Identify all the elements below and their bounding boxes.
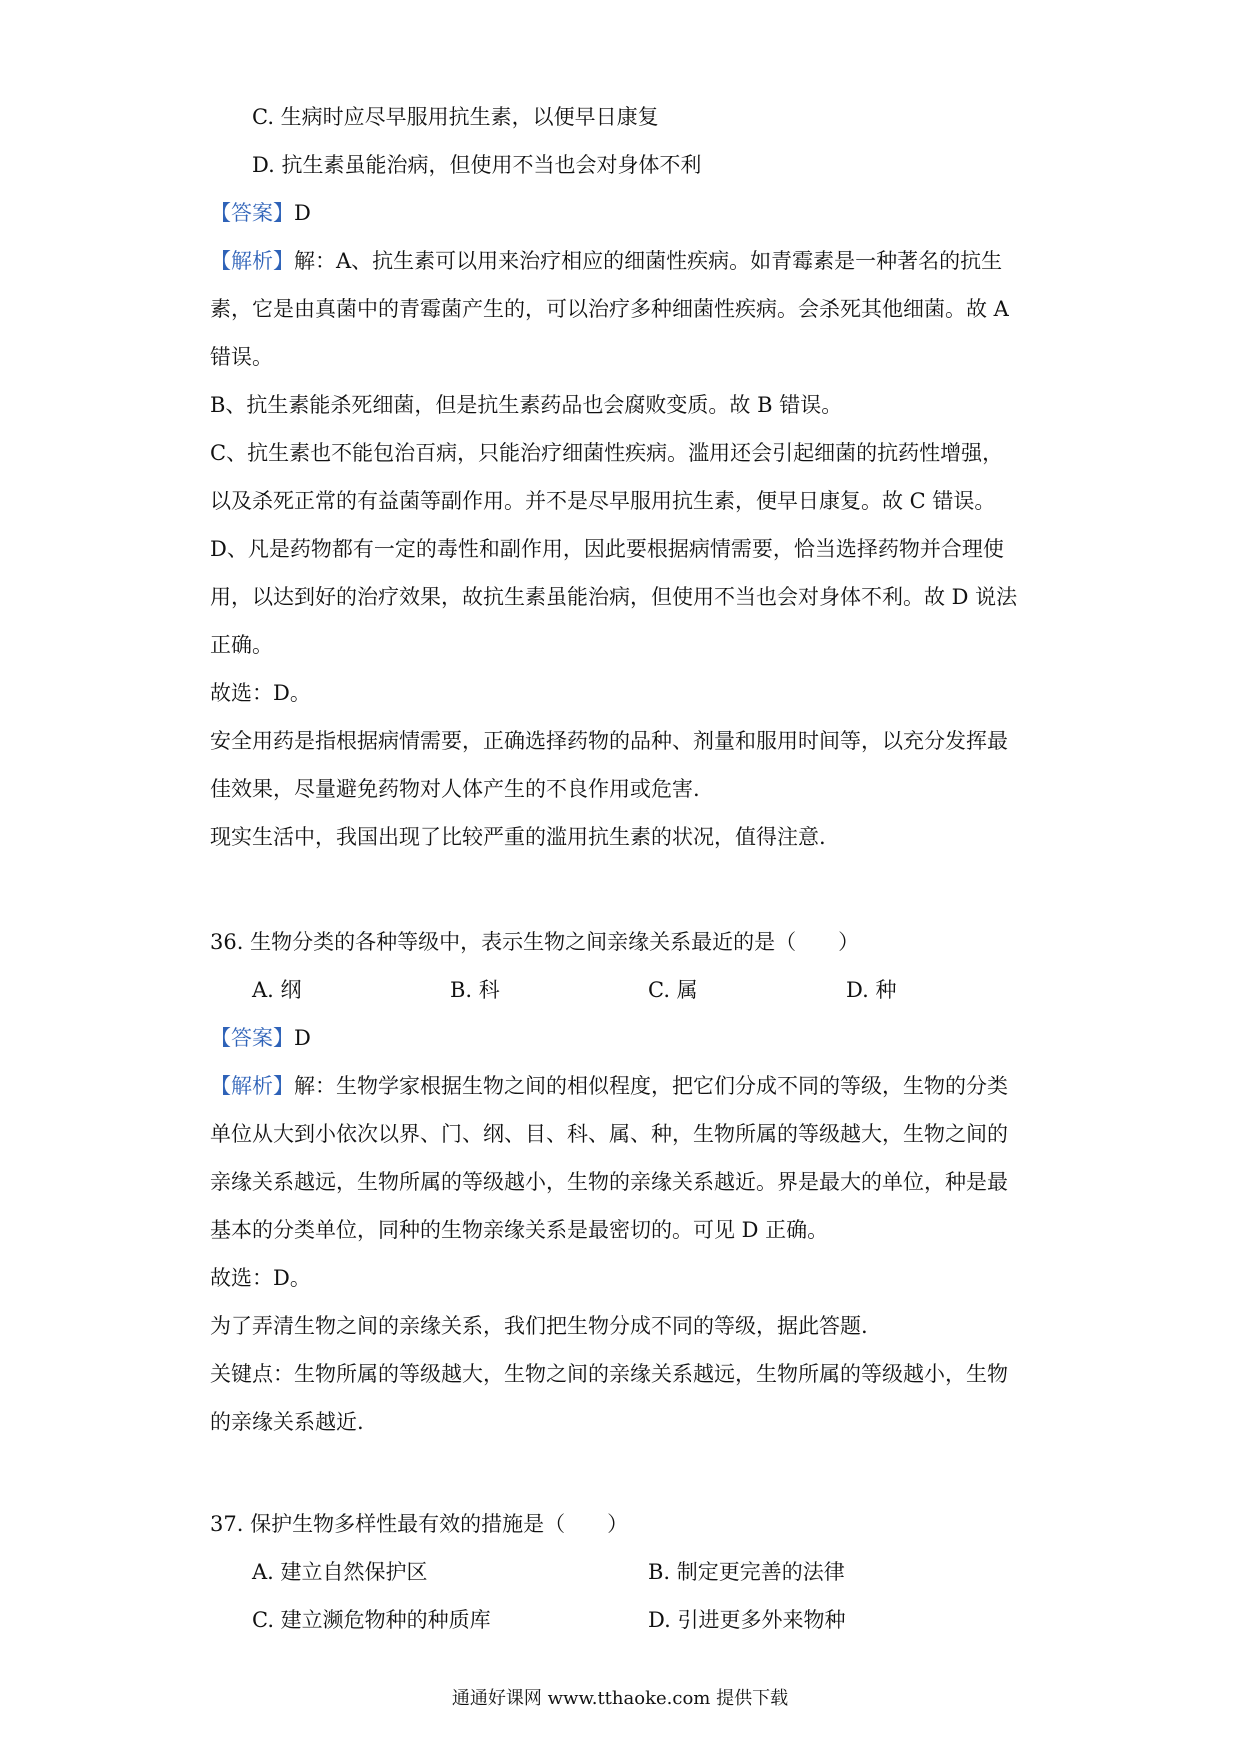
- q35-analysis-line: 以及杀死正常的有益菌等副作用。并不是尽早服用抗生素，便早日康复。故 C 错误。: [210, 489, 996, 513]
- analysis-tag: 【解析】: [210, 1074, 294, 1098]
- answer-value: D: [294, 201, 311, 225]
- q35-analysis-line: 正确。: [210, 633, 273, 657]
- q36-analysis-line: 的亲缘关系越近.: [210, 1410, 364, 1434]
- q36-option-d: D. 种: [846, 978, 897, 1002]
- answer-tag: 【答案】: [210, 201, 294, 225]
- q37-option-c: C. 建立濒危物种的种质库: [252, 1608, 491, 1632]
- q36-stem: 36. 生物分类的各种等级中，表示生物之间亲缘关系最近的是（ ）: [210, 930, 860, 954]
- q35-analysis-line: 佳效果，尽量避免药物对人体产生的不良作用或危害.: [210, 777, 700, 801]
- q35-analysis-line: 现实生活中，我国出现了比较严重的滥用抗生素的状况，值得注意.: [210, 825, 826, 849]
- q35-analysis-line: [210, 247, 1002, 275]
- q36-analysis-line: 关键点：生物所属的等级越大，生物之间的亲缘关系越远，生物所属的等级越小，生物: [210, 1362, 1008, 1386]
- q36-analysis-line: 为了弄清生物之间的亲缘关系，我们把生物分成不同的等级，据此答题.: [210, 1314, 868, 1338]
- q36-option-b: B. 科: [450, 978, 500, 1002]
- q35-analysis-line: B、抗生素能杀死细菌，但是抗生素药品也会腐败变质。故 B 错误。: [210, 393, 843, 417]
- q35-analysis-line: 安全用药是指根据病情需要，正确选择药物的品种、剂量和服用时间等，以充分发挥最: [210, 729, 1008, 753]
- q35-option-c: C. 生病时应尽早服用抗生素，以便早日康复: [252, 105, 659, 129]
- answer-tag: 【答案】: [210, 1026, 294, 1050]
- analysis-tag: 【解析】: [210, 249, 294, 273]
- q36-analysis-line: 故选：D。: [210, 1266, 311, 1290]
- answer-value: D: [294, 1026, 311, 1050]
- q37-stem: 37. 保护生物多样性最有效的措施是（ ）: [210, 1512, 629, 1536]
- q36-analysis-line: 基本的分类单位，同种的生物亲缘关系是最密切的。可见 D 正确。: [210, 1218, 829, 1242]
- q35-analysis-line: 错误。: [210, 345, 273, 369]
- q35-answer: [210, 199, 311, 227]
- q36-analysis-line: 单位从大到小依次以界、门、纲、目、科、属、种，生物所属的等级越大，生物之间的: [210, 1122, 1008, 1146]
- q36-option-c: C. 属: [648, 978, 698, 1002]
- q35-analysis-line: 用，以达到好的治疗效果，故抗生素虽能治病，但使用不当也会对身体不利。故 D 说法: [210, 585, 1018, 609]
- analysis-text: 解：生物学家根据生物之间的相似程度，把它们分成不同的等级，生物的分类: [294, 1074, 1008, 1098]
- q35-option-d: D. 抗生素虽能治病，但使用不当也会对身体不利: [252, 153, 702, 177]
- q37-option-b: B. 制定更完善的法律: [648, 1560, 845, 1584]
- q37-option-a: A. 建立自然保护区: [252, 1560, 428, 1584]
- q35-analysis-line: 素，它是由真菌中的青霉菌产生的，可以治疗多种细菌性疾病。会杀死其他细菌。故 A: [210, 297, 1009, 321]
- page-footer: 通通好课网 www.tthaoke.com 提供下载: [451, 1688, 789, 1709]
- q36-analysis-line: [210, 1072, 1008, 1100]
- q37-option-d: D. 引进更多外来物种: [648, 1608, 846, 1632]
- q36-analysis-line: 亲缘关系越远，生物所属的等级越小，生物的亲缘关系越近。界是最大的单位，种是最: [210, 1170, 1008, 1194]
- analysis-text: 解：A、抗生素可以用来治疗相应的细菌性疾病。如青霉素是一种著名的抗生: [294, 249, 1003, 273]
- q35-analysis-line: 故选：D。: [210, 681, 311, 705]
- q35-analysis-line: C、抗生素也不能包治百病，只能治疗细菌性疾病。滥用还会引起细菌的抗药性增强，: [210, 441, 1004, 465]
- q36-answer: [210, 1024, 311, 1052]
- q36-option-a: A. 纲: [252, 978, 302, 1002]
- q35-analysis-line: D、凡是药物都有一定的毒性和副作用，因此要根据病情需要，恰当选择药物并合理使: [210, 537, 1004, 561]
